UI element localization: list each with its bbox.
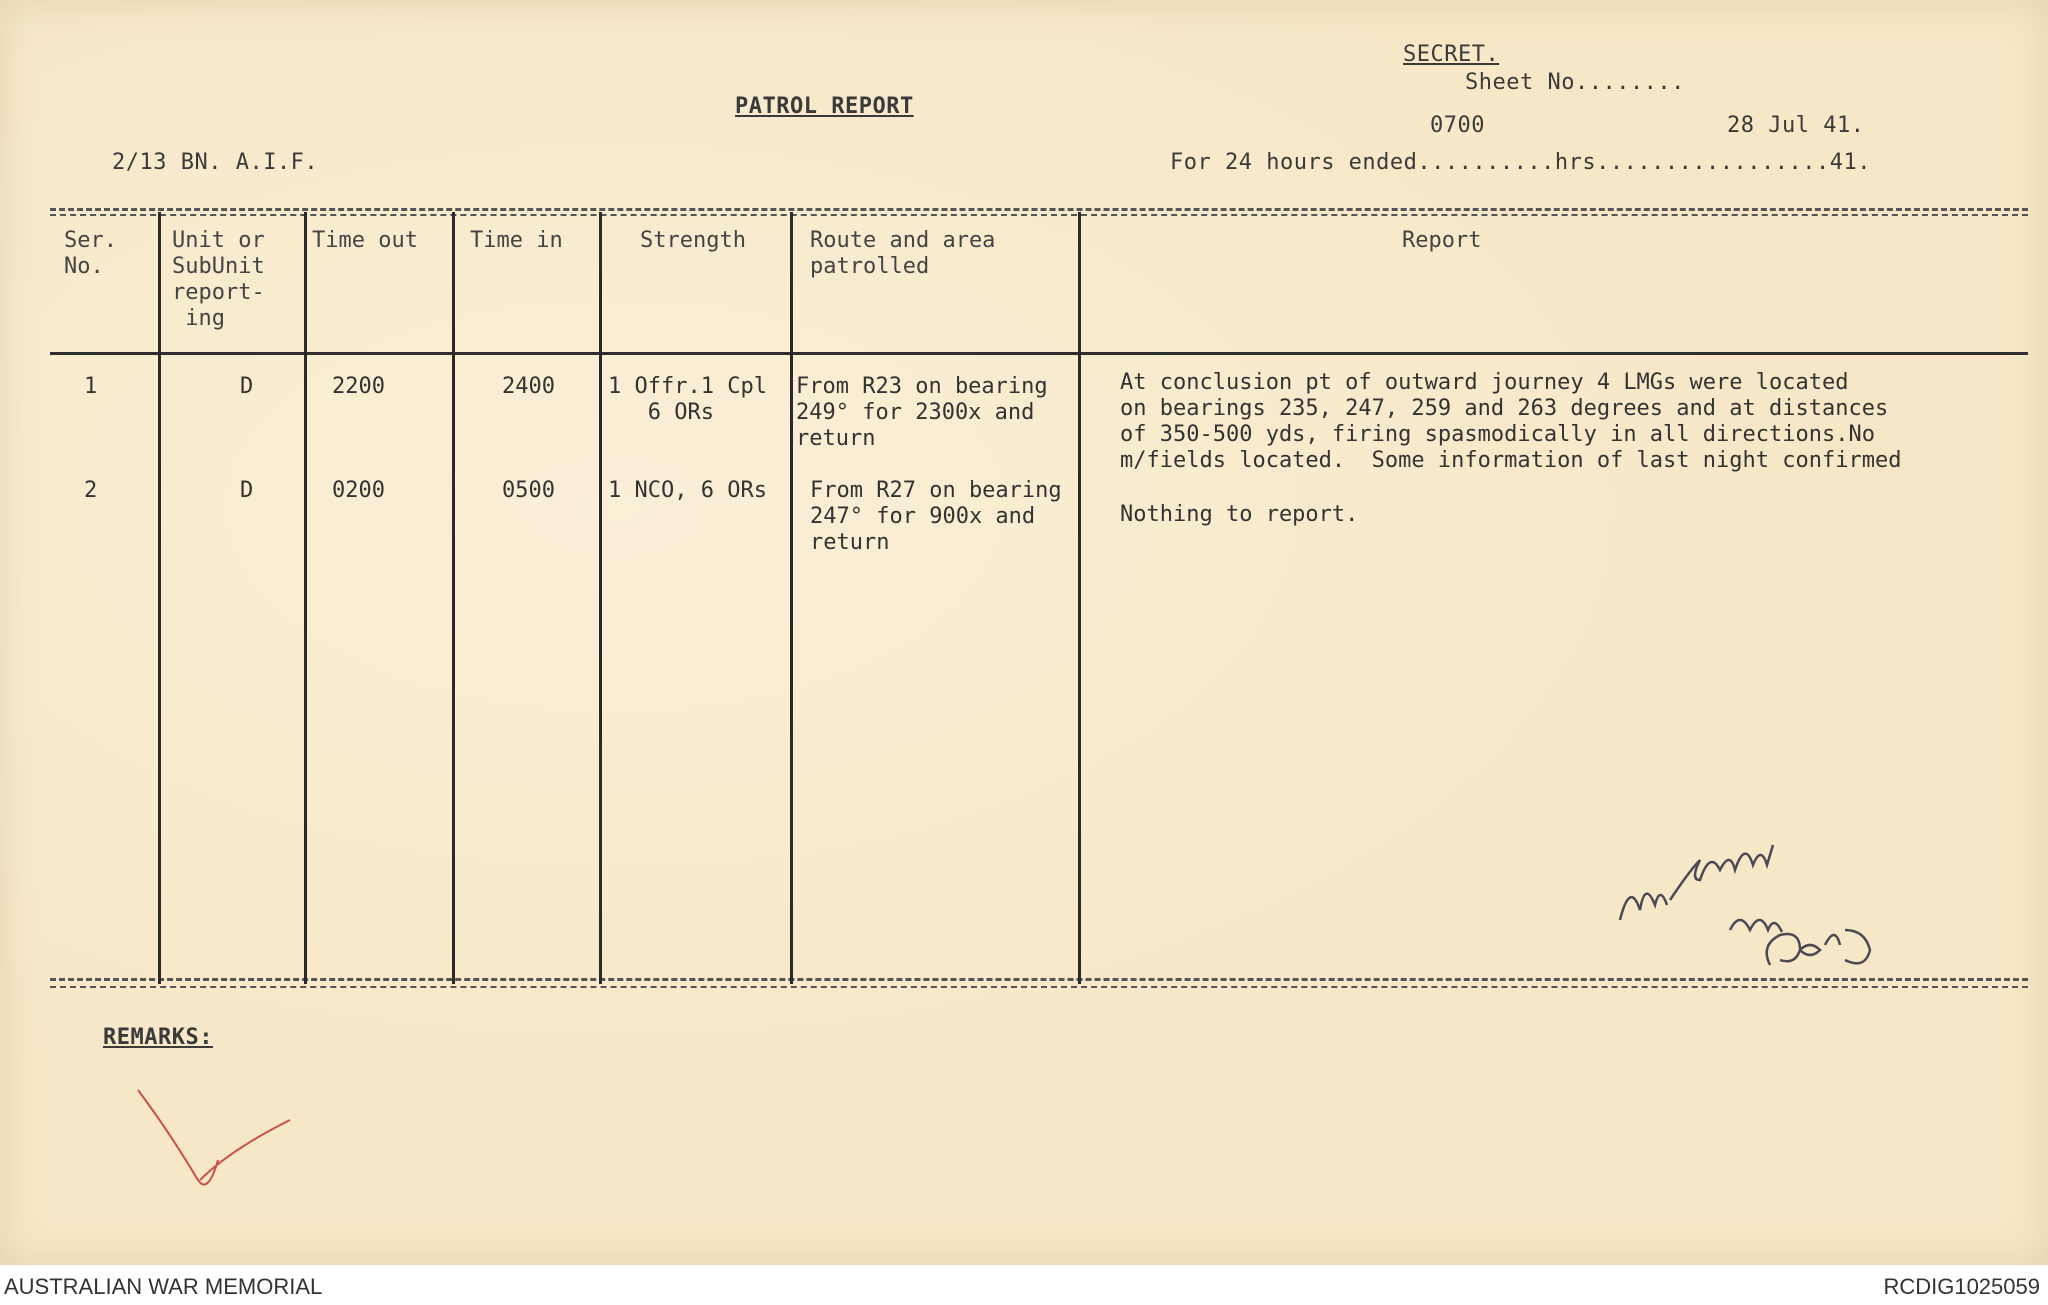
col-header-strength: Strength bbox=[640, 228, 746, 253]
header-bottom-rule bbox=[50, 352, 2028, 355]
row-ser: 1 bbox=[84, 374, 98, 399]
row-time-in: 0500 bbox=[502, 478, 555, 503]
time-value: 0700 bbox=[1430, 113, 1485, 138]
unit-name: 2/13 BN. A.I.F. bbox=[112, 150, 319, 175]
row-time-out: 0200 bbox=[332, 478, 385, 503]
row-strength: 1 NCO, 6 ORs bbox=[608, 478, 767, 503]
row-route: From R23 on bearing 249° for 2300x and return bbox=[796, 374, 1048, 451]
col-header-route: Route and area patrolled bbox=[810, 228, 996, 279]
period-line: For 24 hours ended..........hrs.................41. bbox=[1170, 150, 1872, 175]
red-pencil-mark bbox=[130, 1080, 330, 1230]
classification-label: SECRET. bbox=[1403, 42, 1500, 67]
row-time-in: 2400 bbox=[502, 374, 555, 399]
row-report: Nothing to report. bbox=[1120, 502, 1359, 527]
row-route: From R27 on bearing 247° for 900x and return bbox=[810, 478, 1062, 555]
report-title: PATROL REPORT bbox=[735, 94, 914, 119]
col-divider-6 bbox=[1078, 212, 1081, 984]
col-divider-1 bbox=[158, 212, 161, 984]
remarks-label bbox=[48, 1000, 213, 1075]
row-ser: 2 bbox=[84, 478, 98, 503]
table-top-rule bbox=[50, 208, 2028, 211]
sheet-number: Sheet No........ bbox=[1465, 70, 1685, 95]
footer-left-credit: AUSTRALIAN WAR MEMORIAL bbox=[4, 1274, 323, 1299]
date-value: 28 Jul 41. bbox=[1727, 113, 1865, 138]
row-time-out: 2200 bbox=[332, 374, 385, 399]
col-header-time-in: Time in bbox=[470, 228, 563, 253]
handwritten-signature bbox=[1600, 780, 1900, 980]
col-header-report: Report bbox=[1402, 228, 1482, 253]
col-divider-4 bbox=[599, 212, 602, 984]
col-divider-3 bbox=[452, 212, 455, 984]
row-unit: D bbox=[240, 478, 254, 503]
row-report: At conclusion pt of outward journey 4 LMGs were located on bearings 235, 247, 259 and 263 degrees and at distances of 350-500 yds, firing spasmodically in all directions.No m/fields located. Some information of last night confirmed bbox=[1120, 370, 1902, 473]
col-divider-5 bbox=[790, 212, 793, 984]
remarks-label-text: REMARKS: bbox=[102, 1025, 213, 1050]
col-header-unit: Unit or SubUnit report- ing bbox=[172, 228, 265, 331]
table-bottom-rule-2 bbox=[50, 986, 2028, 988]
footer-right-id: RCDIG1025059 bbox=[1883, 1274, 2040, 1299]
table-top-rule-2 bbox=[50, 214, 2028, 216]
col-header-time-out: Time out bbox=[312, 228, 418, 253]
col-header-ser-no: Ser. No. bbox=[64, 228, 117, 279]
row-unit: D bbox=[240, 374, 254, 399]
col-divider-2 bbox=[304, 212, 307, 984]
row-strength: 1 Offr.1 Cpl 6 ORs bbox=[608, 374, 767, 425]
